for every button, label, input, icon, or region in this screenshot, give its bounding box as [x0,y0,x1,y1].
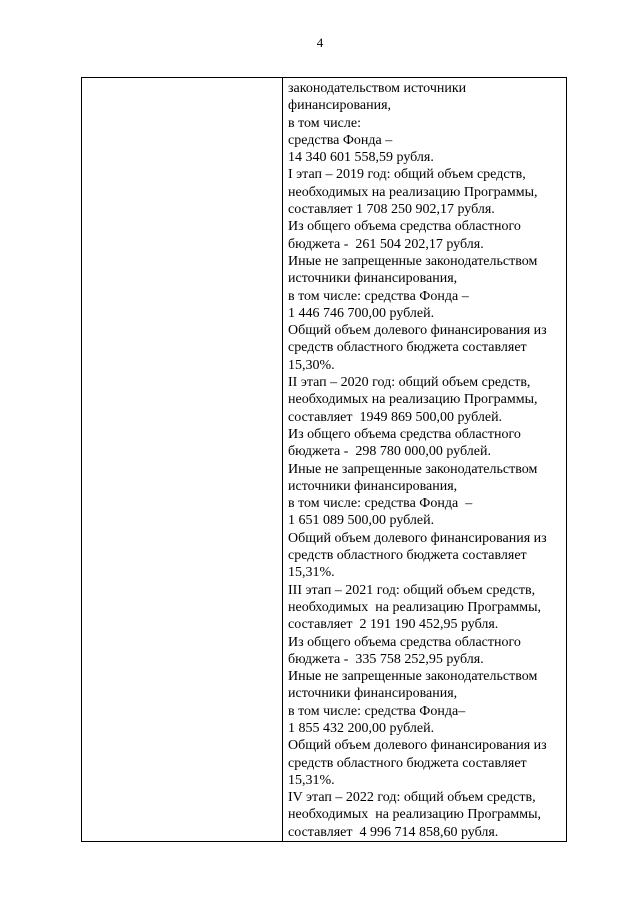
text-line: средств областного бюджета составляет [288,755,527,771]
text-line: Из общего объема средства областного [288,426,521,442]
funding-table [81,77,567,842]
text-line: 15,30%. [288,357,335,373]
text-line: Из общего объема средства областного [288,219,521,235]
text-line: 14 340 601 558,59 рубля. [288,150,434,166]
text-line: в том числе: средства Фонда– [288,703,466,719]
text-line: источники финансирования, [288,478,458,494]
text-line: источники финансирования, [288,271,458,287]
text-line: необходимых на реализацию Программы, [288,599,542,615]
text-line: финансирования, [288,98,392,114]
text-line: 1 855 432 200,00 рублей. [288,720,435,736]
text-line: Иные не запрещенные законодательством [288,253,538,269]
text-line: средств областного бюджета составляет [288,548,527,564]
text-line: IV этап – 2022 год: общий объем средств, [288,790,536,806]
text-line: Иные не запрещенные законодательством [288,461,538,477]
text-line: III этап – 2021 год: общий объем средств, [288,582,536,598]
text-line: средств областного бюджета составляет [288,340,527,356]
text-line: в том числе: средства Фонда – [288,496,473,512]
text-line: Общий объем долевого финансирования из [288,738,547,754]
text-line: источники финансирования, [288,686,458,702]
text-line: II этап – 2020 год: общий объем средств, [288,375,531,391]
table-left-cell [82,78,283,841]
text-line: I этап – 2019 год: общий объем средств, [288,167,526,183]
text-line: Общий объем долевого финансирования из [288,323,547,339]
text-line: 15,31%. [288,772,335,788]
text-line: в том числе: [288,115,361,131]
text-line: составляет 2 191 190 452,95 рубля. [288,617,499,633]
text-line: составляет 1 708 250 902,17 рубля. [288,202,495,218]
table-right-cell [283,78,566,841]
text-line: составляет 1949 869 500,00 рублей. [288,409,503,425]
text-line: Из общего объема средства областного [288,634,521,650]
text-line: бюджета - 335 758 252,95 рубля. [288,651,484,667]
text-line: бюджета - 298 780 000,00 рублей. [288,444,491,460]
text-line: бюджета - 261 504 202,17 рубля. [288,236,484,252]
text-line: 1 651 089 500,00 рублей. [288,513,435,529]
text-line: необходимых на реализацию Программы, [288,807,542,823]
text-line: 1 446 746 700,00 рублей. [288,305,435,321]
text-line: 15,31%. [288,565,335,581]
text-line: средства Фонда – [288,132,393,148]
text-line: в том числе: средства Фонда – [288,288,469,304]
text-line: составляет 4 996 714 858,60 рубля. [288,824,499,840]
text-line: законодательством источники [288,81,467,96]
text-line: необходимых на реализацию Программы, [288,392,538,408]
page-number: 4 [316,35,324,50]
text-line: Общий объем долевого финансирования из [288,530,547,546]
text-line: необходимых на реализацию Программы, [288,184,538,200]
text-line: Иные не запрещенные законодательством [288,669,538,685]
